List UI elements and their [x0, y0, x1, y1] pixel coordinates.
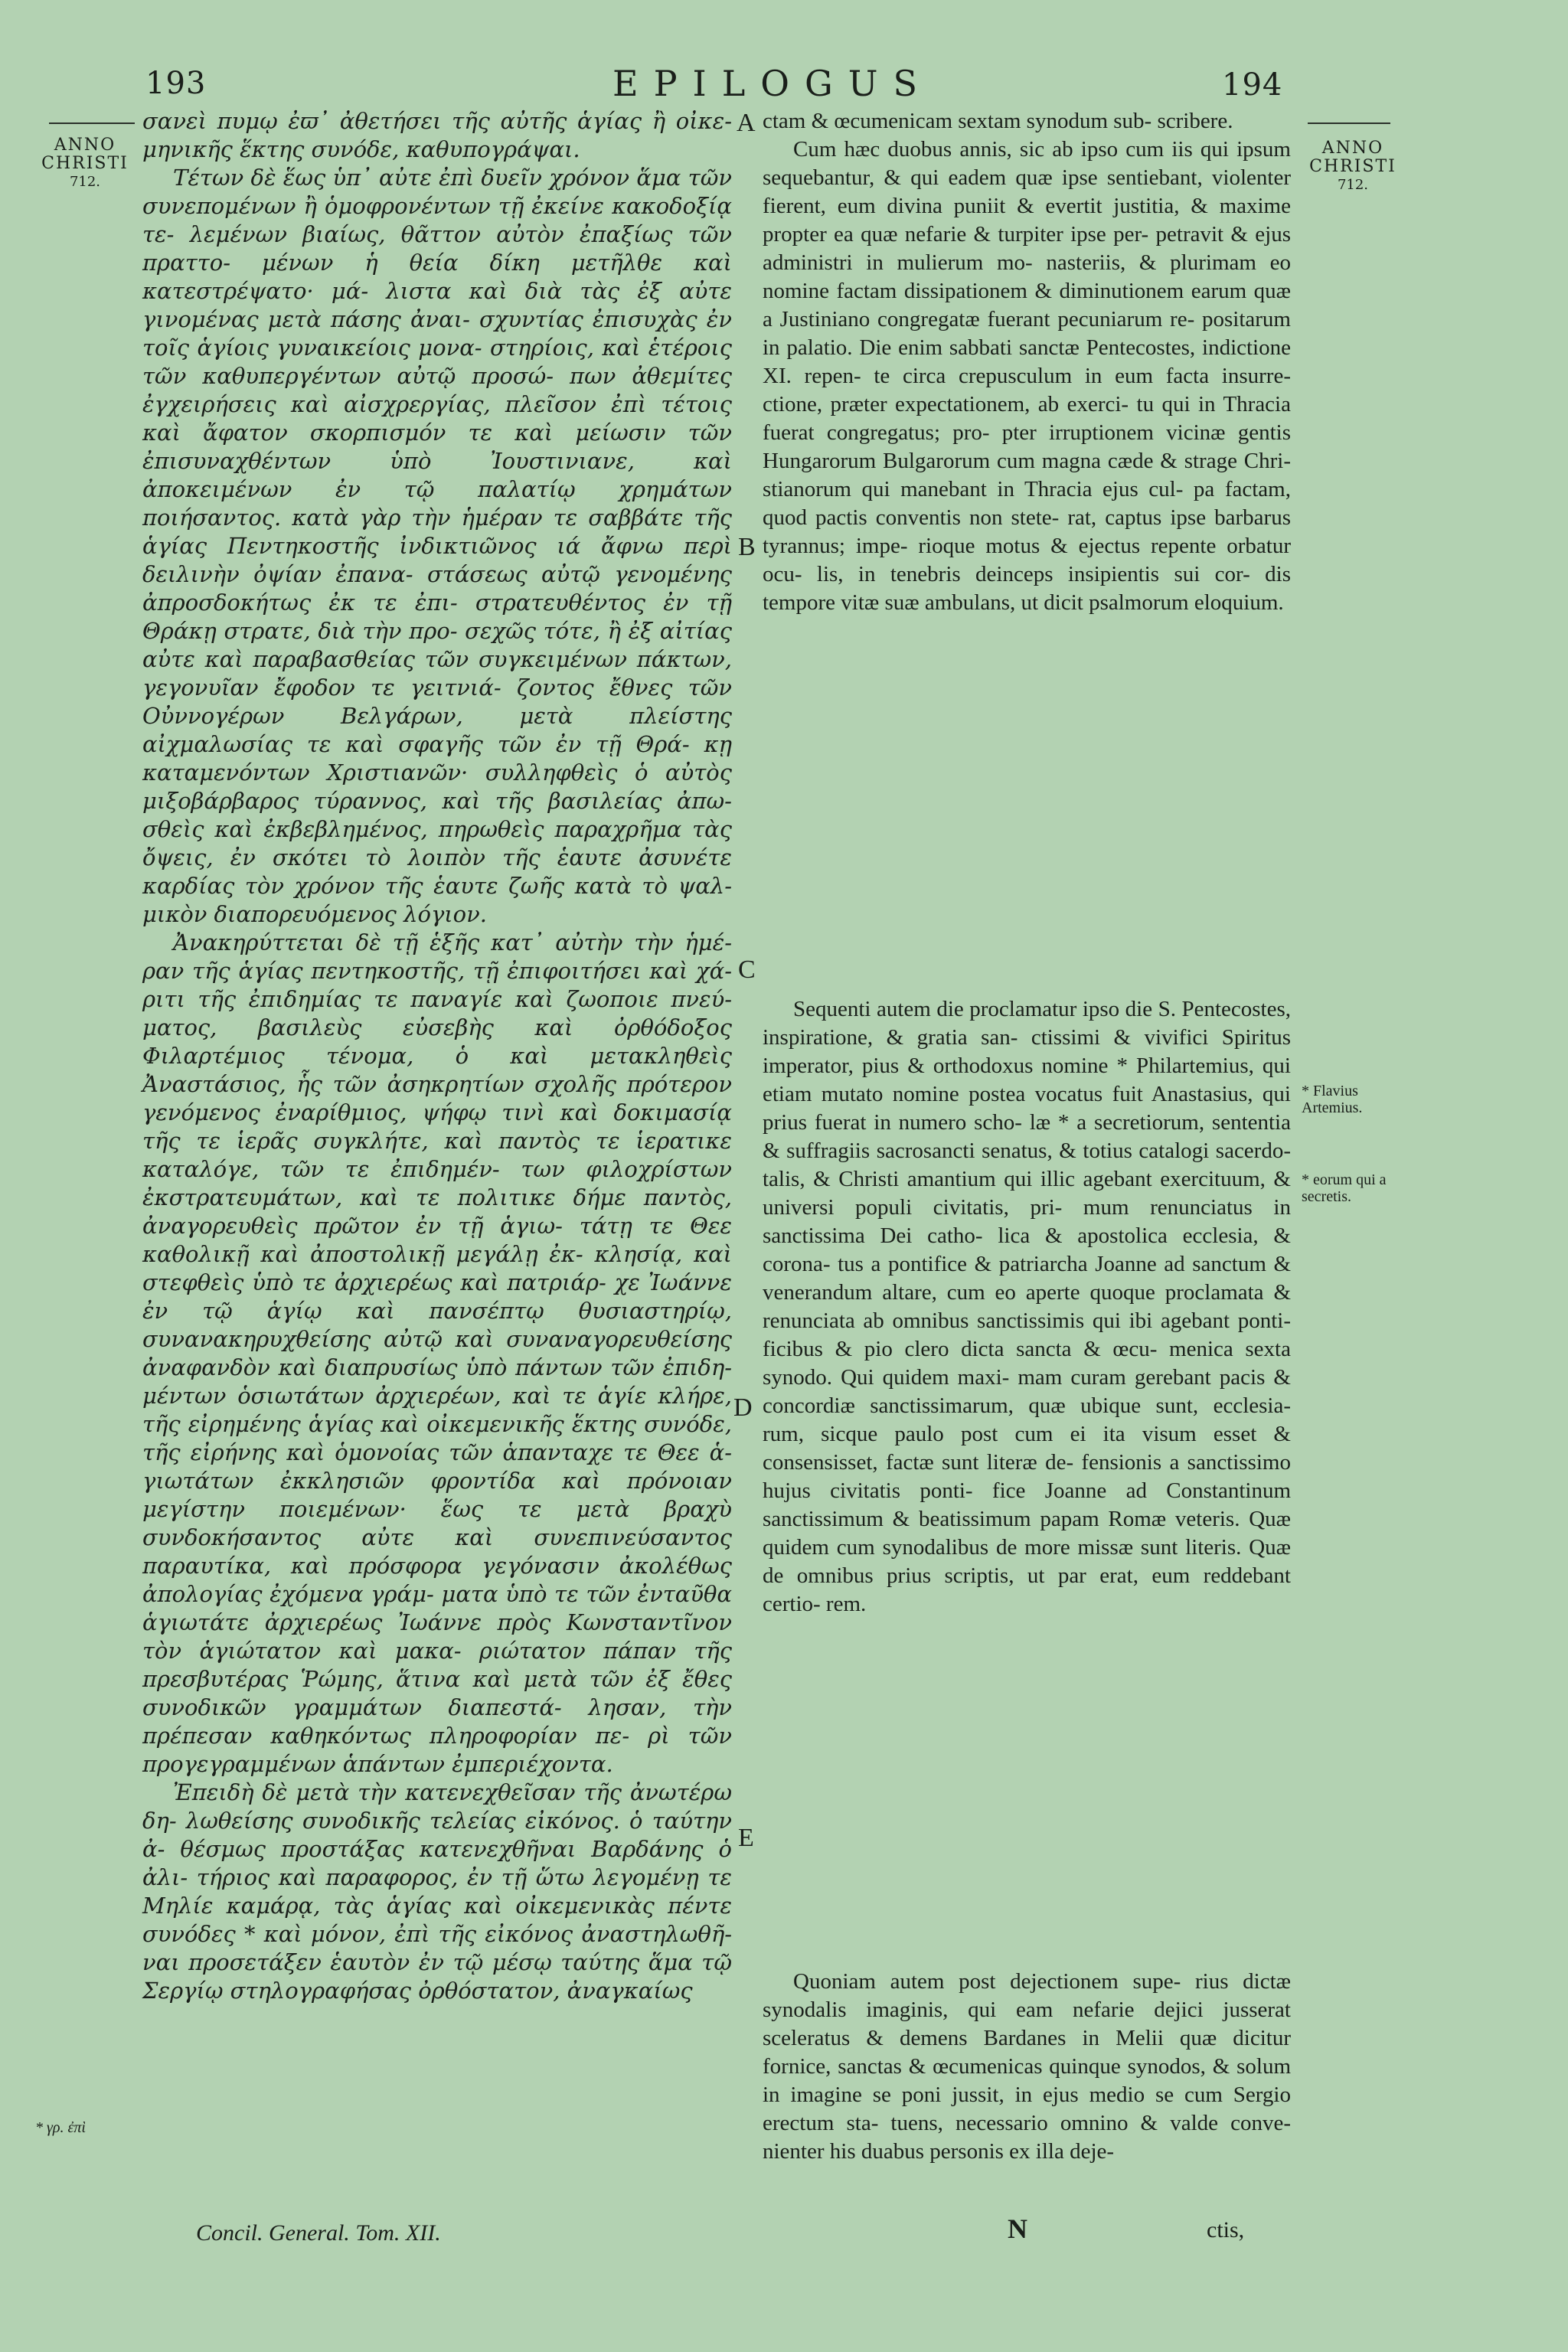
- latin-column-top: [763, 107, 1291, 617]
- footer-signature: N: [1008, 2213, 1027, 2244]
- latin-paragraph-4: Quoniam autem post dejectionem supe- rius dictæ synodalis imaginis, qui eam nefarie dejici jusserat sceleratus & demens Bardanes in Melii quæ dicitur fornice, sanctas & œcumenicas quinque synodos, & solum in imagine se poni jussit, in ejus medio se cum Sergio erectum sta- tuens, necessario omnino & valde conve- nienter his duabus personis ex illa deje-: [763, 1969, 1291, 2164]
- footer-catchword: ctis,: [1207, 2217, 1245, 2243]
- section-letter-d: D: [733, 1393, 753, 1422]
- section-letter-e: E: [738, 1824, 754, 1852]
- section-letter-a: A: [737, 109, 756, 137]
- header-rule-right: [1308, 122, 1390, 124]
- running-title: EPILOGUS: [612, 63, 933, 104]
- anno-christi-left: ANNO CHRISTI 712.: [41, 136, 129, 190]
- greek-paragraph-4: Ἐπειδὴ δὲ μετὰ τὴν κατενεχθεῖσαν τῆς ἀνωτέρω δη- λωθείσης συνοδικῆς τελείας εἰκόνος. ὁ ταύτην ἀ- θέσμως προστάξας κατενεχθῆναι Βαρδάνης ὁ ἀλι- τήριος καὶ παραφορος, ἐν τῇ ὥτω λεγομένῃ τε Μηλίε καμάρᾳ, τὰς ἁγίας καὶ οἰκεμενικὰς πέντε συνόδες * καὶ μόνον, ἐπὶ τῆς εἰκόνος ἀναστηλωθῆ- ναι προσετάξεν ἑαυτὸν ἐν τῷ μέσῳ ταύτης ἅμα τῷ Σεργίῳ στηλογραφήσας ὀρθόστατον, ἀναγκαίως: [142, 1779, 732, 2004]
- section-letter-b: B: [738, 533, 756, 561]
- latin-column-bottom: [763, 1968, 1291, 2166]
- anno-christi-right: ANNO CHRISTI 712.: [1309, 139, 1396, 193]
- latin-paragraph-3: Sequenti autem die proclamatur ipso die S. Pentecostes, inspiratione, & gratia san- ctissimi & vivifici Spiritus imperator, pius & orthodoxus nomine * Philartemius, qui etiam mutato nomine postea vocatus fuit Anastasius, qui prius fuerat in numero scho- læ * a secretiorum, sententia & suffragiis sacrosancti senatus, & totius catalogi sacerdo- talis, & Christi amantium qui illic agebant exercituum, & universi populi civitatis, pri- mum renunciatus in sanctissima Dei catho- lica & apostolica ecclesia, & corona- tus a pontifice & patriarcha Joanne ad sanctum & venerandum altare, cum eo aperte quoque proclamata & renunciata ab omnibus sanctissimis qui ibi agebant ponti- ficibus & pio clero dicta sancta & œcu- menica sexta synodo. Qui quidem maxi- mam curam gerebant pacis & concordiæ sanctissimarum, quæ ubique sunt, ecclesia- rum, sicque paulo post cum ei ita visum esset & consensisset, factæ sunt literæ de- fensionis a sanctissimo hujus civitatis ponti- fice Joanne ad Constantinum sanctissimum & beatissimum papam Romæ veteris. Quæ quidem cum synodalibus de more missæ sunt literis. Quæ de omnibus prius scriptis, ut par erat, eum reddebant certio- rem.: [763, 997, 1291, 1616]
- latin-paragraph-1: ctam & œcumenicam sextam synodum sub- scribere.: [763, 109, 1233, 133]
- header-rule-left: [49, 122, 135, 124]
- side-note-greek: * γρ. ἐπὶ: [35, 2119, 86, 2136]
- page-number-left: 193: [145, 66, 207, 101]
- greek-paragraph-3: Ἀνακηρύττεται δὲ τῇ ἑξῆς κατ᾽ αὐτὴν τὴν ἡμέ- ραν τῆς ἁγίας πεντηκοστῆς, τῇ ἐπιφοιτήσει καὶ χά- ριτι τῆς ἐπιδημίας τε παναγίε καὶ ζωοποιε πνεύ- ματος, βασιλεὺς εὐσεβὴς καὶ ὀρθόδοξος Φιλαρτέμιος τένομα, ὁ καὶ μετακληθεὶς Ἀναστάσιος, ἧς τῶν ἀσηκρητίων σχολῆς πρότερον γενόμενος ἐναρίθμιος, ψήφῳ τινὶ καὶ δοκιμασίᾳ τῆς τε ἱερᾶς συγκλήτε, καὶ παντὸς τε ἱερατικε καταλόγε, τῶν τε ἐπιδημέν- των φιλοχρίστων ἐκστρατευμάτων, καὶ τε πολιτικε δήμε παντὸς, ἀναγορευθεὶς πρῶτον ἐν τῇ ἁγιω- τάτῃ τε Θεε καθολικῇ καὶ ἀποστολικῇ μεγάλῃ ἐκ- κλησίᾳ, καὶ στεφθεὶς ὑπὸ τε ἀρχιερέως καὶ πατριάρ- χε Ἰωάννε ἐν τῷ ἁγίῳ καὶ πανσέπτῳ θυσιαστηρίῳ, συνανακηρυχθείσης αὐτῷ καὶ συναναγορευθείσης ἀναφανδὸν καὶ διαπρυσίως ὑπὸ πάντων τῶν ἐπιδη- μέντων ὁσιωτάτων ἀρχιερέων, καὶ τε ἁγίε κλήρε, τῆς εἰρημένης ἁγίας καὶ οἰκεμενικῆς ἕκτης συνόδε, τῆς εἰρήνης καὶ ὁμονοίας τῶν ἁπανταχε τε Θεε ἁ- γιωτάτων ἐκκλησιῶν φροντίδα καὶ πρόνοιαν μεγίστην ποιεμένων· ἕως τε μετὰ βραχὺ συνδοκήσαντος αὐτε καὶ συνεπινεύσαντος παραυτίκα, καὶ πρόσφορα γεγόνασιν ἀκολέθως ἀπολογίας ἐχόμενα γράμ- ματα ὑπὸ τε τῶν ἐνταῦθα ἁγιωτάτε ἀρχιερέως Ἰωάννε πρὸς Κωνσταντῖνον τὸν ἁγιώτατον καὶ μακα- ριώτατον πάπαν τῆς πρεσβυτέρας Ῥώμης, ἅτινα καὶ μετὰ τῶν ἐξ ἔθες συνοδικῶν γραμμάτων διαπεστά- λησαν, τὴν πρέπεσαν καθηκόντως πληροφορίαν πε- ρὶ τῶν προγεγραμμένων ἁπάντων ἐμπεριέχοντα.: [142, 929, 732, 1777]
- side-note-flavius: * Flavius Artemius.: [1302, 1083, 1363, 1116]
- footer-volume: Concil. General. Tom. XII.: [196, 2220, 441, 2246]
- greek-paragraph-2: Τέτων δὲ ἕως ὑπ᾽ αὐτε ἐπὶ δυεῖν χρόνον ἅμα τῶν συνεπομένων ἢ ὁμοφρονέντων τῇ ἐκείνε κακοδοξίᾳ τε- λεμένων βιαίως, θᾶττον αὐτὸν ἐπαξίως τῶν πραττο- μένων ἡ θεία δίκη μετῆλθε καὶ κατεστρέψατο· μά- λιστα καὶ διὰ τὰς ἐξ αὐτε γινομένας μετὰ πάσης ἀναι- σχυντίας ἐπισυχὰς ἐν τοῖς ἁγίοις γυναικείοις μονα- στηρίοις, καὶ ἑτέροις τῶν καθυπεργέντων αὐτῷ προσώ- πων ἀθεμίτες ἐγχειρήσεις καὶ αἰσχρεργίας, πλεῖσον ἐπὶ τέτοις καὶ ἄφατον σκορπισμόν τε καὶ μείωσιν τῶν ἐπισυναχθέντων ὑπὸ Ἰουστινιανε, καὶ ἀποκειμένων ἐν τῷ παλατίῳ χρημάτων ποιήσαντος. κατὰ γὰρ τὴν ἡμέραν τε σαββάτε τῆς ἁγίας Πεντηκοστῆς ἰνδικτιῶνος ιά ἄφνω περὶ δειλινὴν ὀψίαν ἐπανα- στάσεως αὐτῷ γενομένης ἀπροσδοκήτως ἐκ τε ἐπι- στρατευθέντος ἐν τῇ Θράκῃ στρατε, διὰ τὴν προ- σεχῶς τότε, ἢ ἐξ αἰτίας αὐτε καὶ παραβασθείας τῶν συγκειμένων πάκτων, γεγονυῖαν ἔφοδον τε γειτνιά- ζοντος ἔθνες τῶν Οὐννογέρων Βελγάρων, μετὰ πλείστης αἰχμαλωσίας τε καὶ σφαγῆς τῶν ἐν τῇ Θρά- κῃ καταμενόντων Χριστιανῶν· συλληφθεὶς ὁ αὐτὸς μιξοβάρβαρος τύραννος, καὶ τῆς βασιλείας ἀπω- σθεὶς καὶ ἐκβεβλημένος, πηρωθεὶς παραχρῆμα τὰς ὄψεις, ἐν σκότει τὸ λοιπὸν τῆς ἑαυτε ἀσυνέτε καρδίας τὸν χρόνον τῆς ἑαυτε ζωῆς κατὰ τὸ ψαλ- μικὸν διαπορευόμενος λόγιον.: [142, 165, 732, 927]
- greek-column: [142, 107, 732, 2005]
- latin-paragraph-2: Cum hæc duobus annis, sic ab ipso cum iis qui ipsum sequebantur, & qui eadem quæ ipse sentiebant, violenter fierent, eum divina puniit & evertit justitia, & maxime propter ea quæ nefarie & turpiter ipse per- petravit & ejus administri in mulierum mo- nasteriis, & plurimam eo nomine factam dissipationem & diminutionem earum quæ a Justiniano congregatæ fuerant pecuniarum re- positarum in palatio. Die enim sabbati sanctæ Pentecostes, indictione XI. repen- te circa crepusculum in eum facta insurre- ctione, præter expectationem, ab exerci- tu qui in Thracia fuerat congregatus; pro- pter irruptionem vicinæ gentis Hungarorum Bulgarorum cum magna cæde & strage Chri- stianorum qui manebant in Thracia ejus cul- pa factam, quod pactis conventis non stete- rat, captus ipse barbarus tyrannus; impe- rioque motus & ejectus repente orbatur ocu- lis, in tenebris deinceps insipientis sui cor- dis tempore vitæ suæ ambulans, ut dicit psalmorum eloquium.: [763, 137, 1291, 615]
- page-number-right: 194: [1222, 67, 1283, 103]
- latin-column-middle: [763, 995, 1291, 1619]
- side-note-eorum: * eorum qui a secretis.: [1302, 1171, 1387, 1205]
- greek-paragraph-1: σανεὶ πυμῳ ἐϖ᾽ ἀθετήσει τῆς αὐτῆς ἁγίας ἢ οἰκε- μηνικῆς ἕκτης συνόδε, καθυπογράψαι.: [142, 108, 732, 162]
- section-letter-c: C: [738, 956, 756, 984]
